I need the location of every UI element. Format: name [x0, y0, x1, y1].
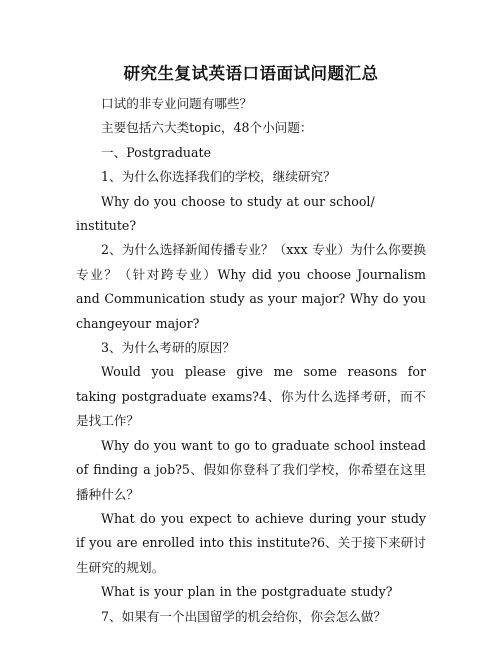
- document-body: [76, 92, 426, 629]
- question-3-chinese: 3、为什么考研的原因？: [101, 340, 235, 356]
- question-6-english: What is your plan in the postgraduate study?: [101, 584, 393, 600]
- question-5-6-bilingual: What do you expect to achieve during your study if you are enrolled into this institute?6、关于接下来研讨生研究的规划。: [76, 510, 426, 575]
- paragraph-intro-question: 口试的非专业问题有哪些？: [101, 96, 253, 111]
- question-1-chinese: 1、为什么你选择我们的学校，继续研究？: [101, 169, 336, 185]
- section-heading-postgraduate: 一、Postgraduate: [101, 144, 212, 160]
- question-2-bilingual: 2、为什么选择新闻传播专业？（xxx 专业）为什么你要换专业？（针对跨专业）Why did you choose Journalism and Communication study as your major? Why do you changeyour major?: [76, 242, 426, 331]
- paragraph-topic-summary: 主要包括六大类topic，48个小问题：: [101, 120, 313, 136]
- question-4-5-bilingual: Why do you want to go to graduate school instead of finding a job?5、假如你登科了我们学校，你希望在这里播种什么？: [76, 437, 426, 502]
- question-3-4-bilingual: Would you please give me some reasons for taking postgraduate exams?4、你为什么选择考研，而不是找工作？: [76, 364, 426, 429]
- page-title: 研究生复试英语口语面试问题汇总: [123, 64, 379, 83]
- question-1-english: Why do you choose to study at our school/ institute?: [76, 193, 375, 234]
- question-7-chinese: 7、如果有一个出国留学的机会给你，你会怎么做？: [101, 608, 387, 624]
